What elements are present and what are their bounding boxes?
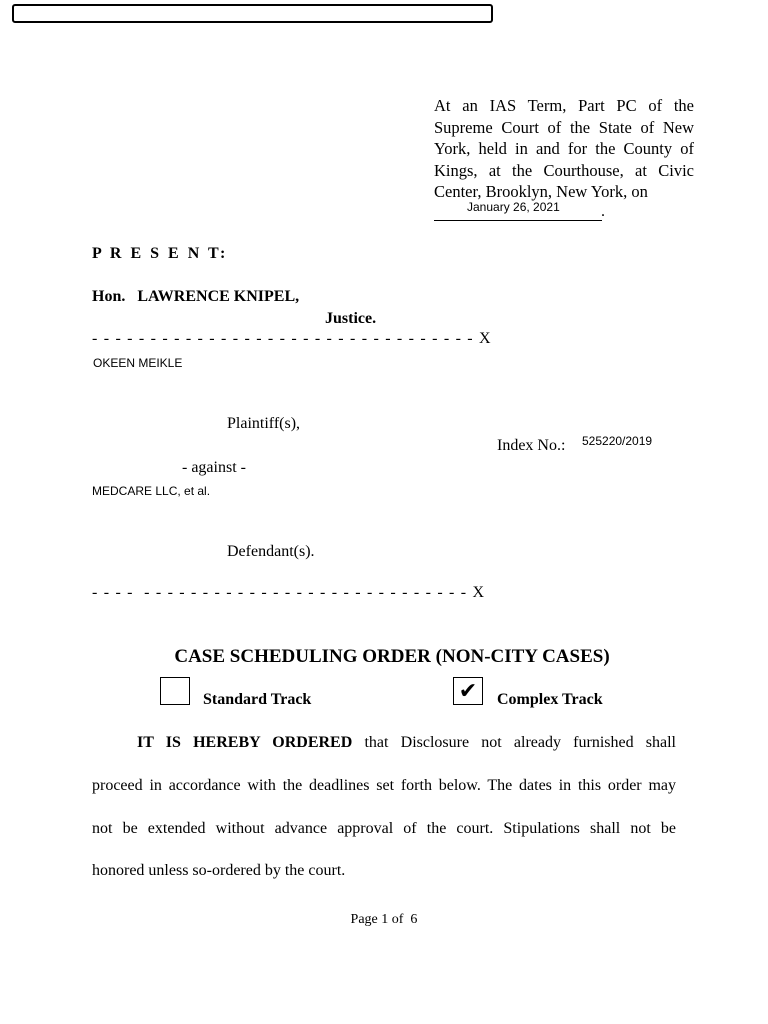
- date-underline: [434, 220, 602, 221]
- judge-name: Hon. LAWRENCE KNIPEL,: [92, 288, 300, 305]
- body-paragraph-line-3: not be extended without advance approval of the court. Stipulations shall not be: [92, 820, 676, 837]
- standard-track-checkbox[interactable]: [160, 677, 190, 705]
- order-date: January 26, 2021: [467, 200, 560, 214]
- defendant-role: Defendant(s).: [227, 543, 315, 560]
- body-paragraph-line-2: proceed in accordance with the deadlines set forth below. The dates in this order may: [92, 777, 676, 794]
- caption-period: .: [601, 203, 605, 220]
- index-number: 525220/2019: [582, 434, 653, 448]
- court-caption: At an IAS Term, Part PC of the Supreme Court of the State of New York, held in and for the County of Kings, at the Courthouse, at Civic Center, Brooklyn, New York, on: [434, 96, 694, 201]
- standard-track-label: Standard Track: [203, 691, 312, 708]
- defendant-name: MEDCARE LLC, et al.: [92, 484, 211, 498]
- present-heading: P R E S E N T:: [92, 245, 228, 262]
- body-paragraph-line-4: honored unless so-ordered by the court.: [92, 862, 346, 879]
- plaintiff-role: Plaintiff(s),: [227, 415, 301, 432]
- ordered-lead: IT IS HEREBY ORDERED: [137, 734, 353, 751]
- order-title: CASE SCHEDULING ORDER (NON-CITY CASES): [174, 646, 610, 667]
- header-field-box: [12, 4, 493, 23]
- body-line-1-text: that Disclosure not already furnished shall: [352, 734, 676, 751]
- checkmark-icon: ✔: [458, 678, 478, 703]
- judge-title: Justice.: [325, 310, 377, 327]
- plaintiff-name: OKEEN MEIKLE: [93, 356, 183, 370]
- complex-track-checkbox[interactable]: [453, 677, 483, 705]
- caption-separator-top: - - - - - - - - - - - - - - - - - - - - - - - - - - - - - - - - - X: [92, 330, 492, 347]
- index-label: Index No.:: [497, 437, 566, 454]
- body-paragraph-line-1: [137, 734, 676, 752]
- against-label: - against -: [182, 459, 246, 476]
- page-number: Page 1 of 6: [350, 912, 418, 927]
- complex-track-label: Complex Track: [497, 691, 603, 708]
- caption-separator-bottom: - - - - - - - - - - - - - - - - - - - - - - - - - - - - - - - - X: [92, 584, 486, 601]
